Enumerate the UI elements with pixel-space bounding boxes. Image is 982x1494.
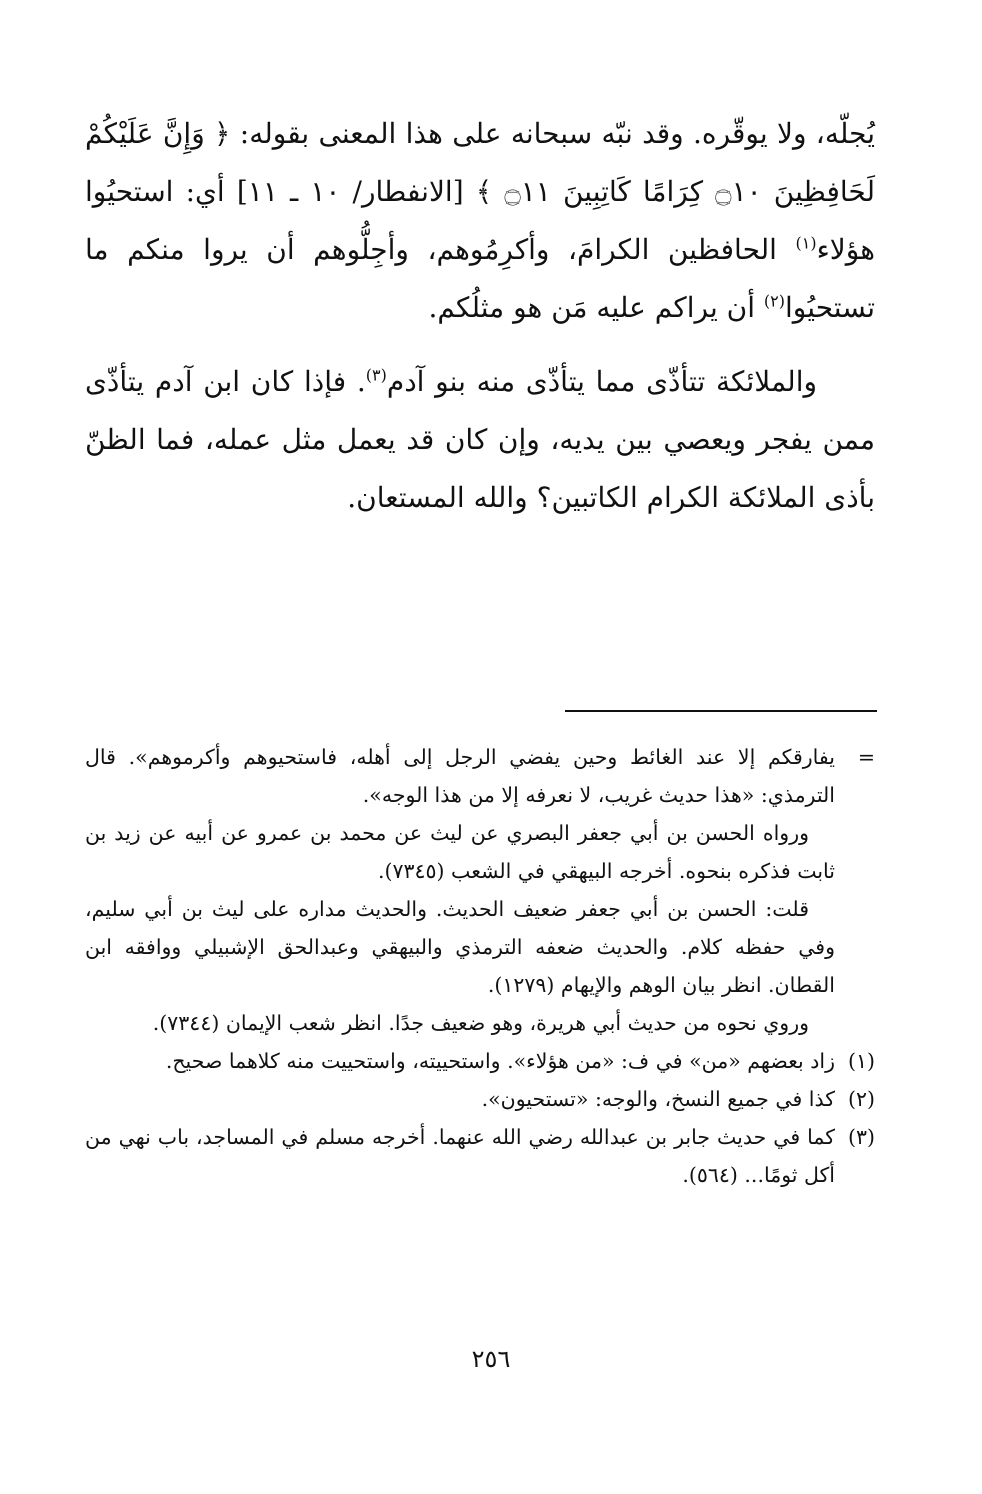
footnote-3 (85, 1118, 875, 1194)
verse-reference: [الانفطار/ ١٠ ـ ١١] (236, 175, 464, 208)
footnote-continued (85, 738, 875, 1042)
continuation-mark: = (857, 745, 875, 769)
paragraph-2 (85, 353, 875, 527)
footnote-ref-1[interactable]: (١) (795, 233, 817, 253)
page-number: ٢٥٦ (471, 1345, 511, 1373)
footnote-text: زاد بعضهم «من» في ف: «من هؤلاء». واستحييته، واستحييت منه كلاهما صحيح. (165, 1049, 835, 1073)
footnotes (85, 738, 875, 1194)
footnote-paragraph: وروي نحوه من حديث أبي هريرة، وهو ضعيف جدًا. انظر شعب الإيمان (٧٣٤٤). (152, 1011, 809, 1035)
paragraph-1 (85, 105, 875, 337)
text-segment: أن يراكم عليه مَن هو مثلُكم. (428, 291, 755, 324)
text-segment: الحافظين الكرامَ، وأكرِمُوهم، وأجِلُّوهم أن يروا منكم ما تستحيُوا (85, 233, 875, 324)
text-segment: يُجلّه، ولا يوقّره. وقد نبّه سبحانه على هذا المعنى بقوله: (239, 117, 875, 150)
footnote-ref-3[interactable]: (٣) (365, 365, 387, 385)
main-text (85, 105, 875, 527)
text-segment: والملائكة تتأذّى مما يتأذّى منه بنو آدم (386, 365, 817, 398)
text-segment: أي: استحيُوا هؤلاء (85, 175, 875, 266)
footnote-number: (١) (847, 1049, 875, 1073)
footnote-text: كذا في جميع النسخ، والوجه: «تستحيون». (481, 1087, 835, 1111)
footnote-text: كما في حديث جابر بن عبدالله رضي الله عنهما. أخرجه مسلم في المساجد، باب نهي من أكل ثومًا... (٥٦٤). (85, 1125, 835, 1187)
text-segment: . فإذا كان ابن آدم يتأذّى ممن يفجر ويعصي بين يديه، وإن كان قد يعمل مثل عمله، فما الظنّ بأذى الملائكة الكرام الكاتبين؟ والله المستعان. (85, 365, 875, 514)
footnote-1 (85, 1042, 875, 1080)
footnote-paragraph: قلت: الحسن بن أبي جعفر ضعيف الحديث. والحديث مداره على ليث بن أبي سليم، وفي حفظه كلام. والحديث ضعفه الترمذي والبيهقي وعبدالحق الإشبيلي ووافقه ابن القطان. انظر بيان الوهم والإيهام (١٢٧٩). (85, 897, 835, 997)
footnote-separator (565, 710, 877, 712)
footnote-number: (٣) (847, 1125, 875, 1149)
footnote-ref-2[interactable]: (٢) (763, 291, 785, 311)
footnote-paragraph: ورواه الحسن بن أبي جعفر البصري عن ليث عن محمد بن عمرو عن أبيه عن زيد بن ثابت فذكره بنحوه. أخرجه البيهقي في الشعب (٧٣٤٥). (85, 821, 835, 883)
footnote-paragraph: يفارقكم إلا عند الغائط وحين يفضي الرجل إلى أهله، فاستحيوهم وأكرموهم». قال الترمذي: «هذا حديث غريب، لا نعرفه إلا من هذا الوجه». (85, 745, 835, 807)
footnote-number: (٢) (847, 1087, 875, 1111)
quran-verse: ﴿ وَإِنَّ عَلَيْكُمْ لَحَافِظِينَ ۝١٠ كِرَامًا كَاتِبِينَ ۝١١ ﴾ (85, 117, 876, 208)
footnote-2 (85, 1080, 875, 1118)
